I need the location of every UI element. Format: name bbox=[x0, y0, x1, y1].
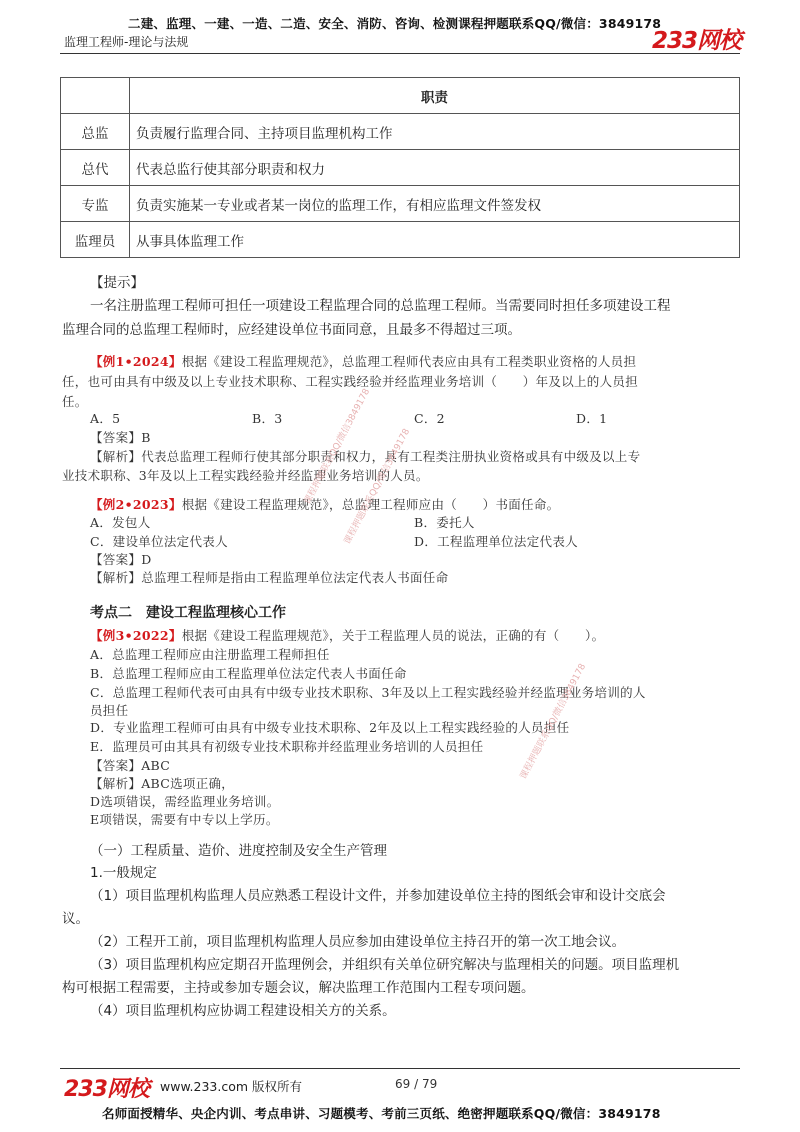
example1-analysis-1: 【解析】代表总监理工程师行使其部分职责和权力，具有工程类注册执业资格或具有中级及以上专 bbox=[90, 449, 641, 464]
paragraph-1b: 议。 bbox=[62, 911, 89, 927]
example3-tag: 【例3•2022】 bbox=[90, 628, 182, 643]
table-row bbox=[61, 186, 740, 222]
watermark: 课程押题联系QQ/微信3849178 bbox=[518, 662, 589, 782]
section2-title: 考点二 建设工程监理核心工作 bbox=[90, 605, 286, 621]
example3-analysis-1: 【解析】ABC选项正确， bbox=[90, 776, 235, 791]
example3-option-a: A．总监理工程师应由注册监理工程师担任 bbox=[90, 647, 330, 662]
paragraph-1a: （1）项目监理机构监理人员应熟悉工程设计文件，并参加建设单位主持的图纸会审和设计交底会 bbox=[90, 888, 666, 904]
table-row bbox=[61, 222, 740, 258]
role-cell: 专监 bbox=[61, 186, 130, 222]
duty-cell: 代表总监行使其部分职责和权力 bbox=[130, 150, 740, 186]
example1-answer: 【答案】B bbox=[90, 430, 151, 445]
duty-cell: 从事具体监理工作 bbox=[130, 222, 740, 258]
footer-rule bbox=[60, 1068, 740, 1069]
example2-stem bbox=[90, 495, 559, 513]
example3-stem bbox=[90, 626, 604, 644]
example2-option-c: C．建设单位法定代表人 bbox=[90, 534, 228, 549]
table-header-empty bbox=[61, 78, 130, 114]
example2-analysis: 【解析】总监理工程师是指由工程监理单位法定代表人书面任命 bbox=[90, 570, 449, 585]
section-heading: （一）工程质量、造价、进度控制及安全生产管理 bbox=[90, 843, 387, 859]
paragraph-2: （2）工程开工前，项目监理机构监理人员应参加由建设单位主持召开的第一次工地会议。 bbox=[90, 934, 626, 950]
footer-page-number: 69 / 79 bbox=[395, 1077, 438, 1091]
duty-cell: 负责实施某一专业或者某一岗位的监理工作，有相应监理文件签发权 bbox=[130, 186, 740, 222]
paragraph-3b: 构可根据工程需要，主持或参加专题会议，解决监理工作范围内工程专项问题。 bbox=[62, 980, 535, 996]
footer-logo: 233网校 bbox=[64, 1077, 149, 1102]
example1-stem-1: 根据《建设工程监理规范》，总监理工程师代表应由具有工程类职业资格的人员担 bbox=[181, 354, 637, 369]
header-subtitle: 监理工程师-理论与法规 bbox=[64, 35, 189, 49]
duties-table bbox=[60, 77, 740, 258]
example1-option-d: D．1 bbox=[576, 411, 608, 426]
example2-option-b: B．委托人 bbox=[414, 515, 475, 530]
example1-option-a: A．5 bbox=[90, 411, 121, 426]
watermark: 课程押题联系QQ/微信3849178 bbox=[302, 387, 373, 507]
role-cell: 总监 bbox=[61, 114, 130, 150]
table-header-row bbox=[61, 78, 740, 114]
example3-stem-text: 根据《建设工程监理规范》，关于工程监理人员的说法，正确的有（ ）。 bbox=[181, 628, 605, 643]
example3-answer: 【答案】ABC bbox=[90, 758, 171, 773]
table-row bbox=[61, 114, 740, 150]
paragraph-3a: （3）项目监理机构应定期召开监理例会，并组织有关单位研究解决与监理相关的问题。项目监理机 bbox=[90, 957, 680, 973]
table-header-duty: 职责 bbox=[130, 78, 740, 114]
example1-tag: 【例1•2024】 bbox=[90, 354, 182, 369]
example1-stem-3: 任。 bbox=[62, 394, 88, 409]
example3-option-c-2: 员担任 bbox=[90, 703, 129, 718]
header-rule bbox=[60, 53, 740, 54]
example3-analysis-3: E项错误，需要有中专以上学历。 bbox=[90, 812, 279, 827]
footer-copyright: www.233.com 版权所有 bbox=[160, 1079, 302, 1094]
section-sub: 1.一般规定 bbox=[90, 865, 157, 881]
table-row bbox=[61, 150, 740, 186]
example2-tag: 【例2•2023】 bbox=[90, 497, 182, 512]
duty-cell: 负责履行监理合同、主持项目监理机构工作 bbox=[130, 114, 740, 150]
tip-text-1: 一名注册监理工程师可担任一项建设工程监理合同的总监理工程师。当需要同时担任多项建设工程 bbox=[90, 298, 671, 314]
paragraph-4: （4）项目监理机构应协调工程建设相关方的关系。 bbox=[90, 1003, 396, 1019]
example3-option-c-1: C．总监理工程师代表可由具有中级专业技术职称、3年及以上工程实践经验并经监理业务培训的人 bbox=[90, 685, 646, 700]
example1-stem-2: 任，也可由具有中级及以上专业技术职称、工程实践经验并经监理业务培训（ ）年及以上的人员担 bbox=[62, 374, 639, 389]
role-cell: 总代 bbox=[61, 150, 130, 186]
example3-option-e: E．监理员可由其具有初级专业技术职称并经监理业务培训的人员担任 bbox=[90, 739, 484, 754]
example1-analysis-2: 业技术职称、3年及以上工程实践经验并经监理业务培训的人员。 bbox=[62, 468, 429, 483]
example3-analysis-2: D选项错误，需经监理业务培训。 bbox=[90, 794, 280, 809]
example1-stem bbox=[90, 352, 636, 370]
example2-option-a: A．发包人 bbox=[90, 515, 151, 530]
role-cell: 监理员 bbox=[61, 222, 130, 258]
header-promo: 二建、监理、一建、一造、二造、安全、消防、咨询、检测课程押题联系QQ/微信：3849178 bbox=[128, 16, 662, 31]
tip-text-2: 监理合同的总监理工程师时，应经建设单位书面同意，且最多不得超过三项。 bbox=[62, 322, 521, 338]
example1-option-b: B．3 bbox=[252, 411, 283, 426]
example2-option-d: D．工程监理单位法定代表人 bbox=[414, 534, 578, 549]
watermark: 课程押题联系QQ/微信3849178 bbox=[342, 427, 413, 547]
example2-answer: 【答案】D bbox=[90, 552, 152, 567]
header-logo: 233网校 bbox=[652, 28, 742, 54]
example3-option-d: D．专业监理工程师可由具有中级专业技术职称、2年及以上工程实践经验的人员担任 bbox=[90, 720, 570, 735]
tip-label: 【提示】 bbox=[90, 275, 144, 291]
example2-stem-text: 根据《建设工程监理规范》，总监理工程师应由（ ）书面任命。 bbox=[181, 497, 560, 512]
footer-promo: 名师面授精华、央企内训、考点串讲、习题模考、考前三页纸、绝密押题联系QQ/微信：3849178 bbox=[102, 1106, 661, 1121]
example1-option-c: C．2 bbox=[414, 411, 445, 426]
example3-option-b: B．总监理工程师应由工程监理单位法定代表人书面任命 bbox=[90, 666, 407, 681]
